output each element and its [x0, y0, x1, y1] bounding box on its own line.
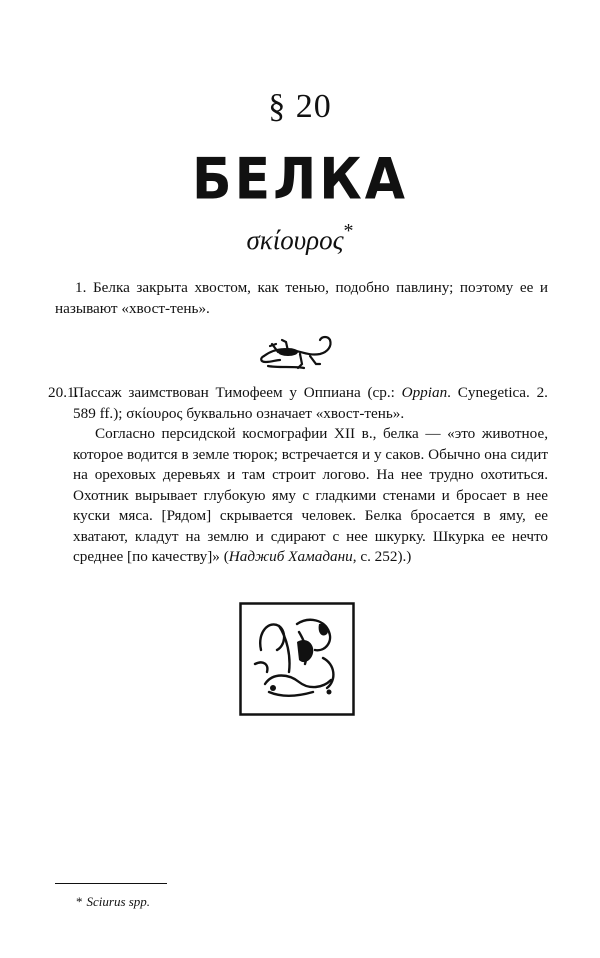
- note-text: Согласно персидской космографии XII в., белка — «это животное, которое водится в земле тюрок; встречается и у саков. Обычно она сидит на ореховых деревьях и там строит логово. На нее трудно охотиться. Охотник вырывает глубокую яму с гладкими стенами и бросает в нее куски мяса. [Рядом] скрывается человек. Белка бросается в яму, ее хватают, кладут на землю и сдирают с нее шкурку. Шкурка ее нечто среднее [по качеству]» (: [73, 425, 548, 565]
- chapter-title: БЕЛКА: [191, 147, 409, 213]
- footnote-divider: [55, 883, 167, 884]
- note-paragraph-1: [73, 383, 548, 424]
- note-author-italic: Наджиб Хамадани: [228, 548, 353, 565]
- dragon-vignette-icon: [239, 602, 355, 721]
- section-number: § 20: [268, 88, 332, 125]
- lizard-ornament-icon: [258, 330, 338, 377]
- footnote-text: Sciurus spp.: [86, 894, 151, 909]
- note-text: Пассаж заимствован Тимофеем у Оппиана (ср.:: [73, 384, 402, 401]
- note-text: , с. 252).): [352, 548, 412, 565]
- note-label: 20.1.: [48, 384, 79, 401]
- note-text: . Cynegetica. 2. 589 ff.); σκίουρος буквально означает «хвост-тень».: [73, 384, 548, 422]
- paragraph-1: 1. Белка закрыта хвостом, как тенью, подобно павлину; поэтому ее и называют «хвост-тень».: [55, 279, 548, 317]
- footnote: [76, 894, 150, 910]
- greek-name: [0, 222, 600, 256]
- note-source-italic: Oppian: [401, 384, 448, 401]
- footnote-marker: *: [76, 894, 83, 909]
- footnote-marker: *: [343, 220, 354, 242]
- commentary-note: [48, 383, 548, 568]
- note-paragraph-2: [73, 424, 548, 568]
- greek-name-text: σκίουρος: [246, 225, 344, 255]
